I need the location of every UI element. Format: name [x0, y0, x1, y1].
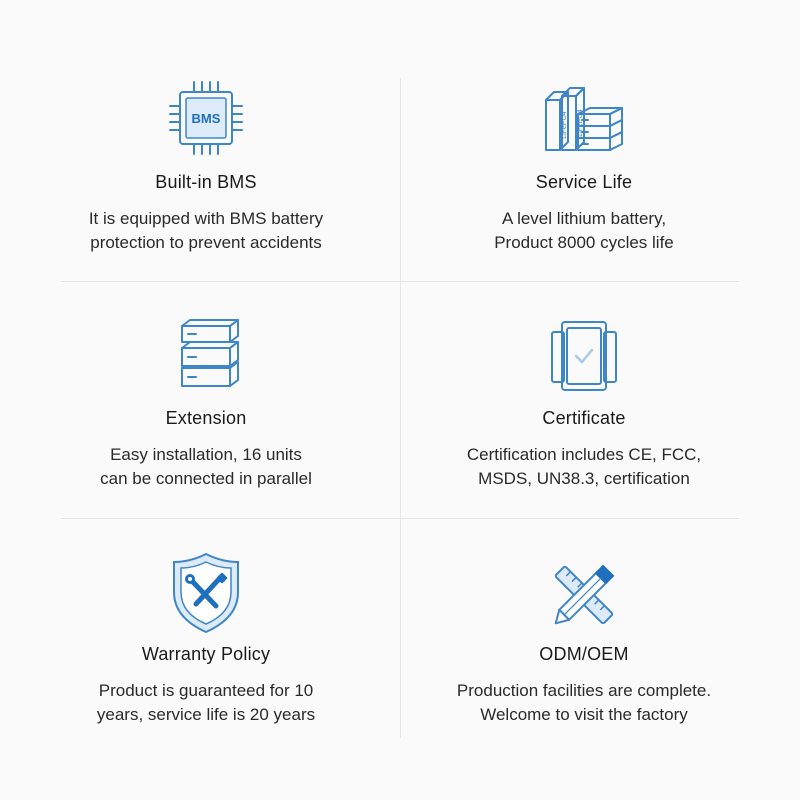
feature-extension	[61, 314, 351, 491]
feature-description: Product is guaranteed for 10 years, service life is 20 years	[96, 681, 316, 724]
feature-title: ODM/OEM	[539, 644, 629, 664]
certificate-check-icon	[534, 314, 634, 404]
row-divider	[61, 281, 739, 282]
feature-title: Service Life	[535, 172, 633, 192]
feature-title: Built-in BMS	[155, 172, 257, 192]
feature-service-life	[439, 78, 729, 255]
feature-title: Warranty Policy	[141, 644, 271, 664]
column-divider	[400, 78, 401, 738]
feature-description: Production facilities are complete. Welcome to visit the factory	[456, 681, 712, 724]
battery-books-icon	[534, 78, 634, 168]
svg-text:LiFePO4: LiFePO4	[577, 109, 584, 137]
feature-warranty-policy	[61, 550, 351, 727]
stacked-modules-icon	[156, 314, 256, 404]
feature-description: Easy installation, 16 units can be connected in parallel	[100, 445, 312, 488]
feature-title: Extension	[165, 408, 247, 428]
svg-text:BMS: BMS	[191, 111, 221, 126]
svg-text:LiFePO4: LiFePO4	[561, 111, 568, 139]
feature-built-in-bms	[61, 78, 351, 255]
feature-grid	[61, 78, 739, 738]
row-divider	[61, 518, 739, 519]
feature-title: Certificate	[542, 408, 626, 428]
feature-description: It is equipped with BMS battery protection to prevent accidents	[88, 209, 324, 252]
bms-chip-icon	[156, 78, 256, 168]
shield-tools-icon	[156, 550, 256, 640]
feature-description: A level lithium battery, Product 8000 cycles life	[494, 209, 674, 252]
feature-odm-oem	[439, 550, 729, 727]
pencil-ruler-icon	[534, 550, 634, 640]
feature-description: Certification includes CE, FCC, MSDS, UN38.3, certification	[466, 445, 702, 488]
feature-certificate	[439, 314, 729, 491]
